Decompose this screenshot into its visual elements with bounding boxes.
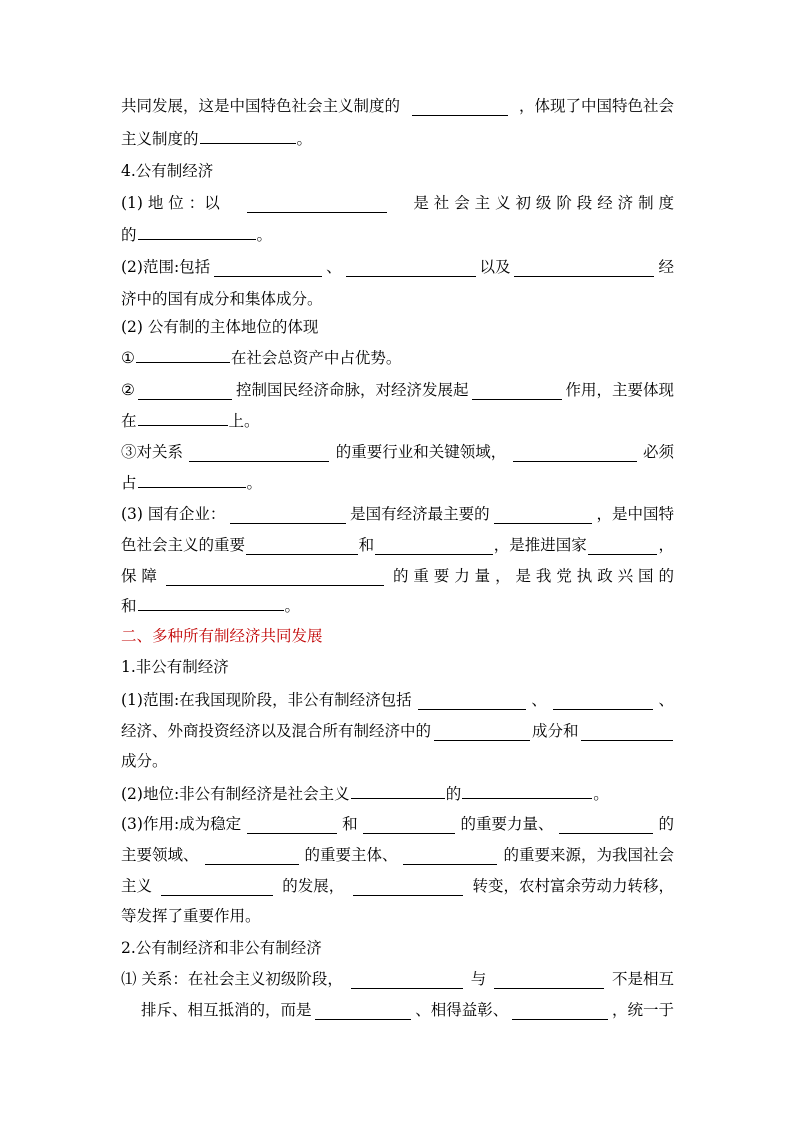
fill-blank[interactable]: [315, 1001, 411, 1020]
fill-blank[interactable]: [513, 443, 637, 462]
text: 。: [284, 597, 301, 615]
text: 二、多种所有制经济共同发展: [121, 627, 323, 645]
text: (2)地位:非公有制经济是社会主义: [121, 785, 350, 803]
text: ⑴ 关系：在社会主义初级阶段，: [121, 970, 343, 988]
text-line: [121, 123, 674, 155]
text: (1) 地 位 ：以: [121, 194, 220, 212]
text-line: [121, 311, 674, 343]
fill-blank[interactable]: [166, 567, 384, 586]
fill-blank[interactable]: [494, 505, 592, 524]
text: (2) 公有制的主体地位的体现: [121, 318, 319, 336]
text-line: [121, 251, 674, 283]
fill-blank[interactable]: [472, 381, 562, 400]
text-line: [121, 808, 674, 840]
text: 经: [658, 258, 674, 276]
fill-blank[interactable]: [512, 1001, 608, 1020]
text-line: [121, 745, 674, 777]
text: 占: [121, 474, 137, 492]
part-heading: [121, 620, 674, 652]
text-line: [121, 90, 674, 122]
text: 共同发展，这是中国特色社会主义制度的: [121, 97, 401, 115]
fill-blank[interactable]: [138, 381, 232, 400]
fill-blank[interactable]: [514, 258, 654, 277]
text: 成分。: [121, 752, 168, 770]
text: 的 重 要 力 量 ， 是 我 党 执 政 兴 国 的: [392, 567, 674, 585]
text: ②: [121, 381, 135, 399]
fill-blank[interactable]: [247, 194, 387, 213]
fill-blank[interactable]: [553, 691, 653, 710]
text: 作用，主要体现: [565, 381, 674, 399]
fill-blank[interactable]: [494, 970, 604, 989]
text: 。: [593, 785, 609, 803]
section-heading: [121, 932, 674, 964]
fill-blank[interactable]: [138, 469, 246, 488]
text-line: [121, 839, 674, 871]
section-heading: [121, 155, 674, 187]
text-line: [121, 684, 674, 716]
text: 、相得益彰、: [415, 1001, 509, 1019]
text-line: [121, 963, 674, 995]
fill-blank[interactable]: [351, 780, 445, 799]
fill-blank[interactable]: [230, 505, 346, 524]
text: ，是推进国家: [493, 536, 587, 554]
text: 和: [121, 597, 137, 615]
text: 是国有经济最主要的: [350, 505, 490, 523]
fill-blank[interactable]: [138, 221, 256, 240]
fill-blank[interactable]: [588, 536, 658, 555]
text: 以及: [479, 258, 511, 276]
fill-blank[interactable]: [418, 691, 526, 710]
fill-blank[interactable]: [363, 815, 455, 834]
text: 的: [121, 226, 137, 244]
text-line: [121, 778, 674, 810]
text-line: [121, 219, 674, 251]
text-line: [121, 187, 674, 219]
fill-blank[interactable]: [412, 97, 508, 116]
text: 1.非公有制经济: [121, 658, 229, 676]
text-line: [121, 900, 674, 932]
text: 主要领域、: [121, 846, 199, 864]
text: 在社会总资产中占优势。: [230, 349, 402, 367]
text-line: [121, 436, 674, 468]
text: (2)范围:包括: [121, 258, 211, 276]
text-line: [121, 342, 674, 374]
text: 、: [326, 258, 342, 276]
text: 不是相互: [611, 970, 674, 988]
fill-blank[interactable]: [346, 258, 476, 277]
text: 。: [296, 130, 313, 148]
section-heading: [121, 651, 674, 683]
fill-blank[interactable]: [353, 877, 463, 896]
text: 4.公有制经济: [121, 162, 214, 180]
text: (3) 国有企业：: [121, 505, 226, 523]
text-line: [121, 405, 674, 437]
text: ③对关系: [121, 443, 184, 461]
fill-blank[interactable]: [205, 846, 299, 865]
fill-blank[interactable]: [136, 344, 230, 363]
fill-blank[interactable]: [214, 258, 322, 277]
text: ①: [121, 349, 135, 367]
fill-blank[interactable]: [246, 536, 358, 555]
text-line: [121, 590, 674, 622]
text: 、: [531, 691, 547, 709]
text: ，体现了中国特色社会: [518, 97, 674, 115]
text-line: [121, 560, 674, 592]
fill-blank[interactable]: [375, 536, 493, 555]
text: 必须: [642, 443, 674, 461]
text: 控制国民经济命脉，对经济发展起: [235, 381, 469, 399]
text: 的发展，: [282, 877, 345, 895]
fill-blank[interactable]: [200, 125, 296, 144]
text-line: [121, 374, 674, 406]
fill-blank[interactable]: [462, 780, 592, 799]
text: 的重要主体、: [304, 846, 398, 864]
text: 的: [658, 815, 674, 833]
text: (3)作用:成为稳定: [121, 815, 242, 833]
text: 主义: [121, 877, 153, 895]
text: 的重要行业和关键领域，: [335, 443, 507, 461]
text: 主义制度的: [121, 130, 199, 148]
fill-blank[interactable]: [581, 722, 673, 741]
fill-blank[interactable]: [403, 846, 497, 865]
text: ，是中国特: [596, 505, 674, 523]
text: 在: [121, 412, 137, 430]
fill-blank[interactable]: [138, 592, 284, 611]
text: 等发挥了重要作用。: [121, 907, 261, 925]
fill-blank[interactable]: [351, 970, 463, 989]
fill-blank[interactable]: [434, 722, 530, 741]
fill-blank[interactable]: [161, 877, 273, 896]
text: 和: [358, 536, 375, 554]
text-line: [121, 715, 674, 747]
text: 转变，农村富余劳动力转移，: [472, 877, 674, 895]
text: ，统一于: [611, 1001, 674, 1019]
text: 经济、外商投资经济以及混合所有制经济中的: [121, 722, 432, 740]
text: 色社会主义的重要: [121, 536, 246, 554]
text: 是 社 会 主 义 初 级 阶 段 经 济 制 度: [413, 194, 674, 212]
text: ，: [658, 536, 674, 554]
text: 与: [470, 970, 487, 988]
text: 济中的国有成分和集体成分。: [121, 290, 323, 308]
fill-blank[interactable]: [189, 443, 329, 462]
text: 成分和: [531, 722, 579, 740]
fill-blank[interactable]: [247, 815, 337, 834]
text-line: [121, 467, 674, 499]
text: 。: [246, 474, 263, 492]
text: 和: [342, 815, 358, 833]
text: 、: [658, 691, 674, 709]
text-line: [121, 870, 674, 902]
text: (1)范围:在我国现阶段，非公有制经济包括: [121, 691, 412, 709]
text: 的: [445, 785, 462, 803]
text-line: [121, 529, 674, 561]
text-line: [141, 994, 674, 1026]
text: 2.公有制经济和非公有制经济: [121, 939, 322, 957]
text: 排斥、相互抵消的，而是: [141, 1001, 312, 1019]
text: 的重要来源，为我国社会: [503, 846, 674, 864]
text-line: [121, 498, 674, 530]
text: 上。: [228, 412, 260, 430]
text: 保 障: [121, 567, 157, 585]
text: 的重要力量、: [460, 815, 554, 833]
fill-blank[interactable]: [559, 815, 653, 834]
fill-blank[interactable]: [138, 407, 228, 426]
text: 。: [256, 226, 273, 244]
